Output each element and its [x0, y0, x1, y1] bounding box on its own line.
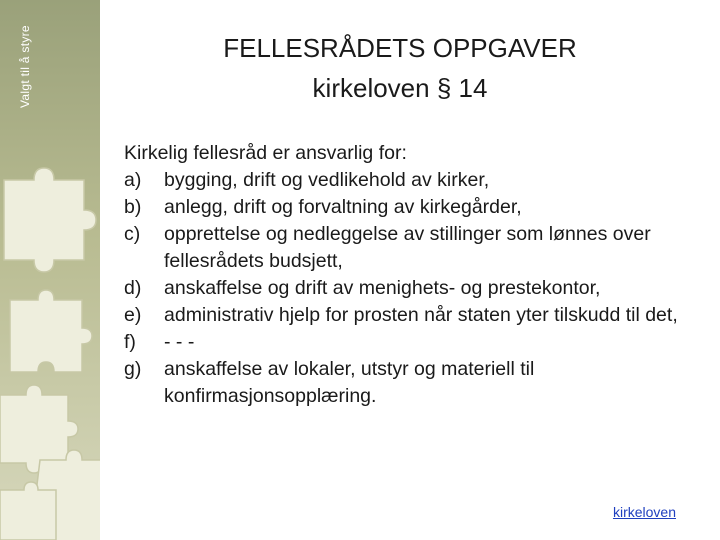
list-letter: c) [124, 223, 141, 245]
list-text: opprettelse og nedleggelse av stillinger som lønnes over fellesrådets budsjett, [164, 223, 651, 272]
list-letter: e) [124, 304, 142, 326]
list-letter: b) [124, 196, 142, 218]
list-text: administrativ hjelp for prosten når staten yter tilskudd til det, [164, 304, 678, 326]
sidebar-label: Valgt til å styre [18, 25, 32, 108]
duties-list [124, 167, 684, 410]
sidebar [0, 0, 100, 540]
list-letter: a) [124, 169, 142, 191]
list-item [124, 167, 684, 194]
title-line-2: kirkeloven § 14 [312, 73, 488, 103]
list-letter: f) [124, 331, 136, 353]
list-text: bygging, drift og vedlikehold av kirker, [164, 169, 490, 191]
title-line-1: FELLESRÅDETS OPPGAVER [223, 33, 577, 63]
content-body [124, 140, 684, 410]
puzzle-pieces-icon [0, 0, 100, 540]
list-letter: g) [124, 358, 142, 380]
intro-text: Kirkelig fellesråd er ansvarlig for: [124, 142, 407, 164]
list-letter: d) [124, 277, 142, 299]
list-item [124, 221, 684, 275]
list-item [124, 356, 684, 410]
kirkeloven-link[interactable]: kirkeloven [612, 504, 676, 520]
page-title [120, 28, 680, 108]
list-item [124, 275, 684, 302]
list-text: anlegg, drift og forvaltning av kirkegårder, [164, 196, 522, 218]
list-item [124, 329, 684, 356]
list-item [124, 194, 684, 221]
list-text: anskaffelse og drift av menighets- og prestekontor, [164, 277, 601, 299]
list-item [124, 302, 684, 329]
list-text: - - - [164, 331, 195, 353]
list-text: anskaffelse av lokaler, utstyr og materiell til konfirmasjonsopplæring. [164, 358, 535, 407]
